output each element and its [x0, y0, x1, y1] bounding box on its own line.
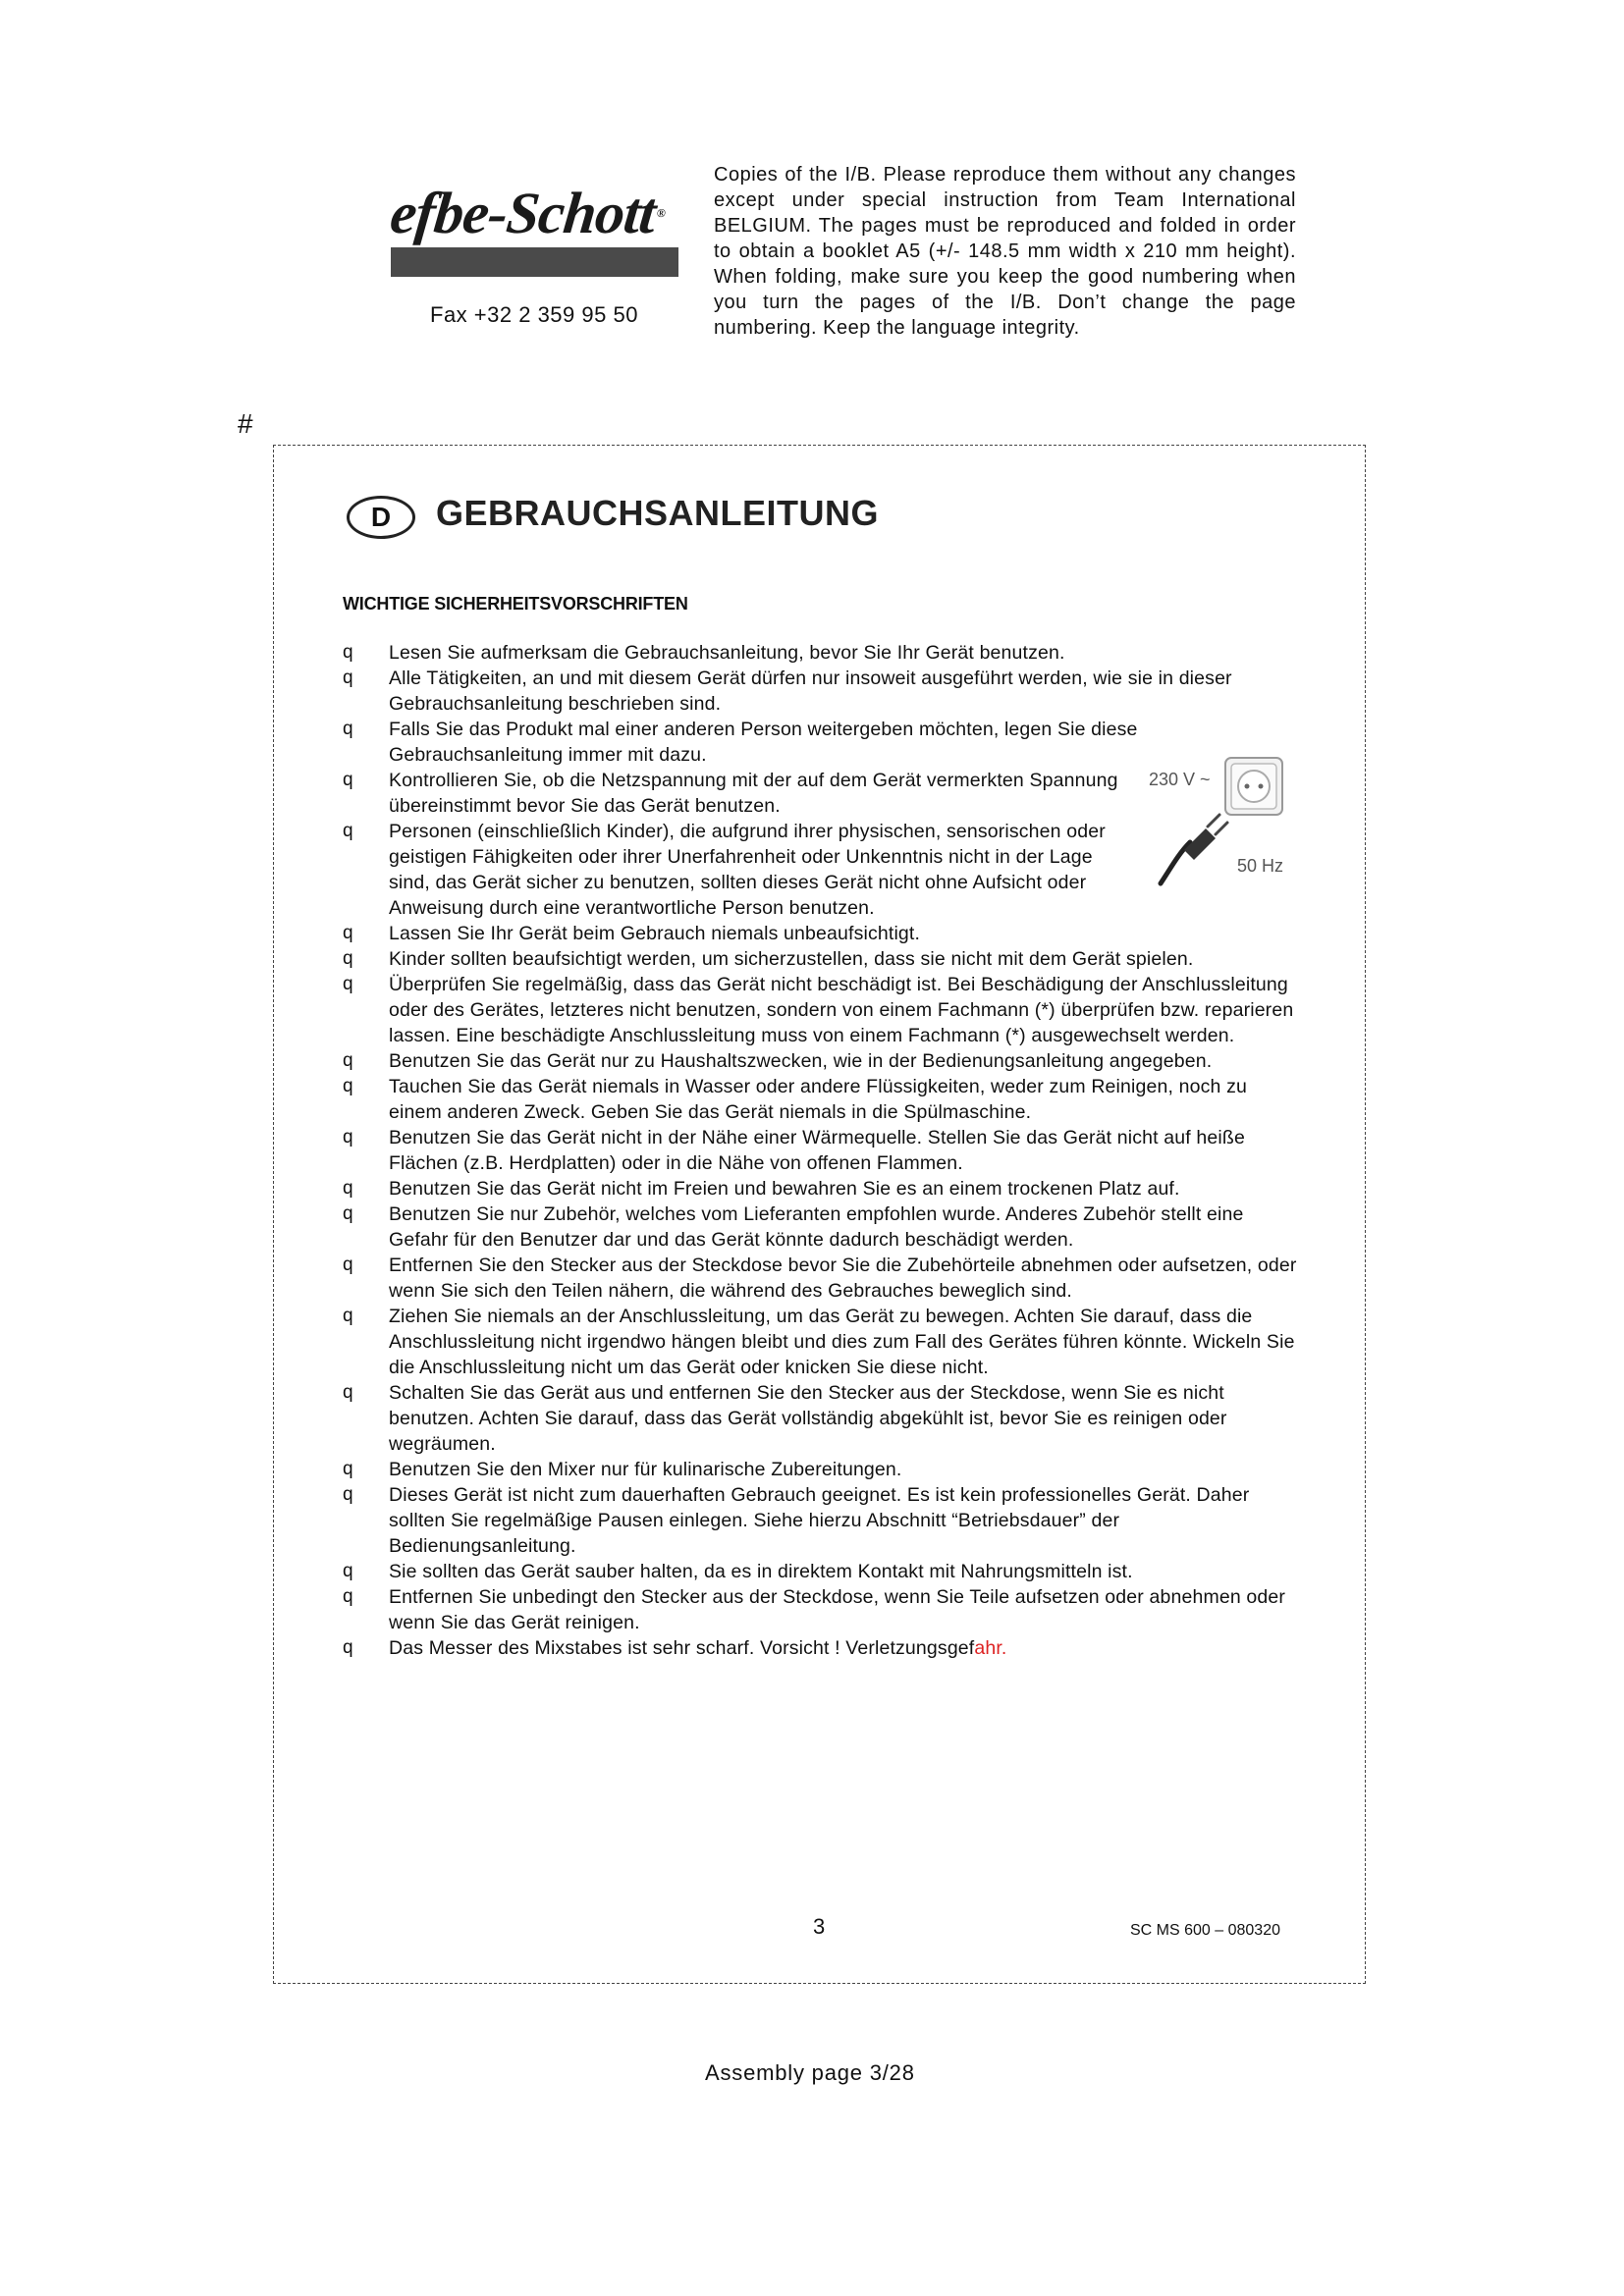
bullet: q — [343, 642, 353, 663]
list-item: q Benutzen Sie den Mixer nur für kulinarische Zubereitungen. — [343, 1459, 902, 1480]
plug-pin-1 — [1208, 815, 1219, 827]
socket-hole-right — [1259, 784, 1264, 789]
page-marker: # — [238, 408, 253, 439]
list-item — [343, 1635, 1297, 1661]
socket-hole-left — [1245, 784, 1250, 789]
logo-text: efbe-Schott — [387, 181, 659, 245]
bullet: q — [343, 1178, 353, 1199]
list-item: q Tauchen Sie das Gerät niemals in Wasser oder andere Flüssigkeiten, weder zum Reinigen, noch zu einem anderen Zweck. Geben Sie das Gerät niemals in die Spülmaschine. — [343, 1076, 1247, 1123]
bullet: q — [343, 1255, 353, 1275]
language-badge: D — [347, 496, 415, 539]
assembly-page-label: Assembly page 3/28 — [705, 2060, 915, 2085]
list-item: q Benutzen Sie das Gerät nur zu Haushaltszwecken, wie in der Bedienungsanleitung angegeben. — [343, 1050, 1213, 1072]
last-item-text: Das Messer des Mixstabes ist sehr scharf. Vorsicht ! Verletzungsgef — [389, 1637, 975, 1659]
bullet: q — [343, 1127, 353, 1148]
socket-round — [1238, 771, 1270, 802]
bullet: q — [343, 719, 353, 739]
bullet: q — [343, 1459, 353, 1479]
bullet: q — [343, 1637, 353, 1658]
frequency-label: 50 Hz — [1237, 856, 1284, 876]
list-item: q Schalten Sie das Gerät aus und entfernen Sie den Stecker aus der Steckdose, wenn Sie es nicht benutzen. Achten Sie darauf, dass das Gerät vollständig abgekühlt ist, bevor Sie es reinigen oder wegräumen. — [343, 1382, 1227, 1455]
bullet: q — [343, 667, 353, 688]
list-item: q Personen (einschließlich Kinder), die aufgrund ihrer physischen, sensorischen oder geistigen Fähigkeiten oder ihrer Unerfahrenheit oder Unkenntnis nicht in der Lage sind, das Gerät sicher zu benutzen, sollten dieses Gerät nicht ohne Aufsicht oder Anweisung durch eine verantwortliche Person benutzen. — [343, 821, 1106, 919]
outlet-plug-icon — [1149, 756, 1316, 903]
list-item: q Benutzen Sie das Gerät nicht im Freien und bewahren Sie es an einem trockenen Platz auf. — [343, 1178, 1180, 1200]
fax-number: Fax +32 2 359 95 50 — [430, 302, 638, 327]
list-item: q Überprüfen Sie regelmäßig, dass das Gerät nicht beschädigt ist. Bei Beschädigung der Anschlussleitung oder des Gerätes, letzteres nicht benutzen, sondern von einem Fachmann (*) überprüfen bzw. reparieren lassen. Eine beschädigte Anschlussleitung muss von einem Fachmann (*) ausgewechselt werden. — [343, 974, 1294, 1046]
bullet: q — [343, 948, 353, 969]
bullet: q — [343, 923, 353, 943]
list-item: q Kontrollieren Sie, ob die Netzspannung mit der auf dem Gerät vermerkten Spannung übereinstimmt bevor Sie das Gerät benutzen. — [343, 770, 1118, 817]
list-item: q Lassen Sie Ihr Gerät beim Gebrauch niemals unbeaufsichtigt. — [343, 923, 921, 944]
logo-registered-mark: ® — [656, 206, 666, 220]
power-outlet-illustration — [1149, 756, 1316, 903]
list-item: q Alle Tätigkeiten, an und mit diesem Gerät dürfen nur insoweit ausgeführt werden, wie sie in dieser Gebrauchsanleitung beschrieben sind. — [343, 667, 1232, 715]
logo-bar — [391, 247, 678, 277]
bullet: q — [343, 1203, 353, 1224]
list-item: q Kinder sollten beaufsichtigt werden, um sicherzustellen, dass sie nicht mit dem Gerät spielen. — [343, 948, 1194, 970]
bullet: q — [343, 821, 353, 841]
brand-logo — [387, 181, 685, 277]
list-item: q Entfernen Sie den Stecker aus der Steckdose bevor Sie die Zubehörteile abnehmen oder aufsetzen, oder wenn Sie sich den Teilen nähern, die während des Gebrauches beweglich sind. — [343, 1255, 1297, 1302]
bullet: q — [343, 1484, 353, 1505]
bullet: q — [343, 1586, 353, 1607]
voltage-label: 230 V ~ — [1149, 770, 1211, 789]
list-item: q Dieses Gerät ist nicht zum dauerhaften Gebrauch geeignet. Es ist kein professionelles Gerät. Daher sollten Sie regelmäßige Pausen einlegen. Siehe hierzu Abschnitt “Betriebsdauer” der Bedienungsanleitung. — [343, 1484, 1250, 1557]
bullet: q — [343, 1076, 353, 1096]
list-item: q Sie sollten das Gerät sauber halten, da es in direktem Kontakt mit Nahrungsmitteln ist. — [343, 1561, 1133, 1582]
copies-instructions: Copies of the I/B. Please reproduce them without any changes except under special instruction from Team International BELGIUM. The pages must be reproduced and folded in order to obtain a booklet A5 (+/- 148.5 mm width x 210 mm height). When folding, make sure you keep the good numbering when you turn the pages of the I/B. Don’t change the page numbering. Keep the language integrity. — [714, 164, 1296, 339]
plug-pin-2 — [1216, 823, 1227, 834]
list-item: q Falls Sie das Produkt mal einer anderen Person weitergeben möchten, legen Sie diese Gebrauchsanleitung immer mit dazu. — [343, 719, 1138, 766]
page-number: 3 — [813, 1914, 826, 1939]
document-code: SC MS 600 – 080320 — [1130, 1922, 1280, 1939]
list-item: q Benutzen Sie nur Zubehör, welches vom Lieferanten empfohlen wurde. Anderes Zubehör stellt eine Gefahr für den Benutzer dar und das Gerät könnte dadurch beschädigt werden. — [343, 1203, 1244, 1251]
bullet: q — [343, 770, 353, 790]
document-title: GEBRAUCHSANLEITUNG — [436, 493, 880, 533]
bullet: q — [343, 1561, 353, 1581]
bullet: q — [343, 974, 353, 994]
list-item: q Benutzen Sie das Gerät nicht in der Nähe einer Wärmequelle. Stellen Sie das Gerät nicht auf heiße Flächen (z.B. Herdplatten) oder in die Nähe von offenen Flammen. — [343, 1127, 1245, 1174]
plug-cable — [1161, 842, 1190, 883]
bullet: q — [343, 1382, 353, 1403]
list-item: q Lesen Sie aufmerksam die Gebrauchsanleitung, bevor Sie Ihr Gerät benutzen. — [343, 642, 1065, 664]
section-title: WICHTIGE SICHERHEITSVORSCHRIFTEN — [343, 594, 688, 614]
bullet: q — [343, 1050, 353, 1071]
bullet: q — [343, 1306, 353, 1326]
list-item: q Ziehen Sie niemals an der Anschlussleitung, um das Gerät zu bewegen. Achten Sie darauf, dass die Anschlussleitung nicht irgendwo hängen bleibt und dies zum Fall des Gerätes führen könnte. Wickeln Sie die Anschlussleitung nicht um das Gerät oder knicken Sie diese nicht. — [343, 1306, 1295, 1378]
list-item: q Entfernen Sie unbedingt den Stecker aus der Steckdose, wenn Sie Teile aufsetzen oder abnehmen oder wenn Sie das Gerät reinigen. — [343, 1586, 1286, 1633]
last-item-red-text: ahr. — [974, 1637, 1007, 1659]
